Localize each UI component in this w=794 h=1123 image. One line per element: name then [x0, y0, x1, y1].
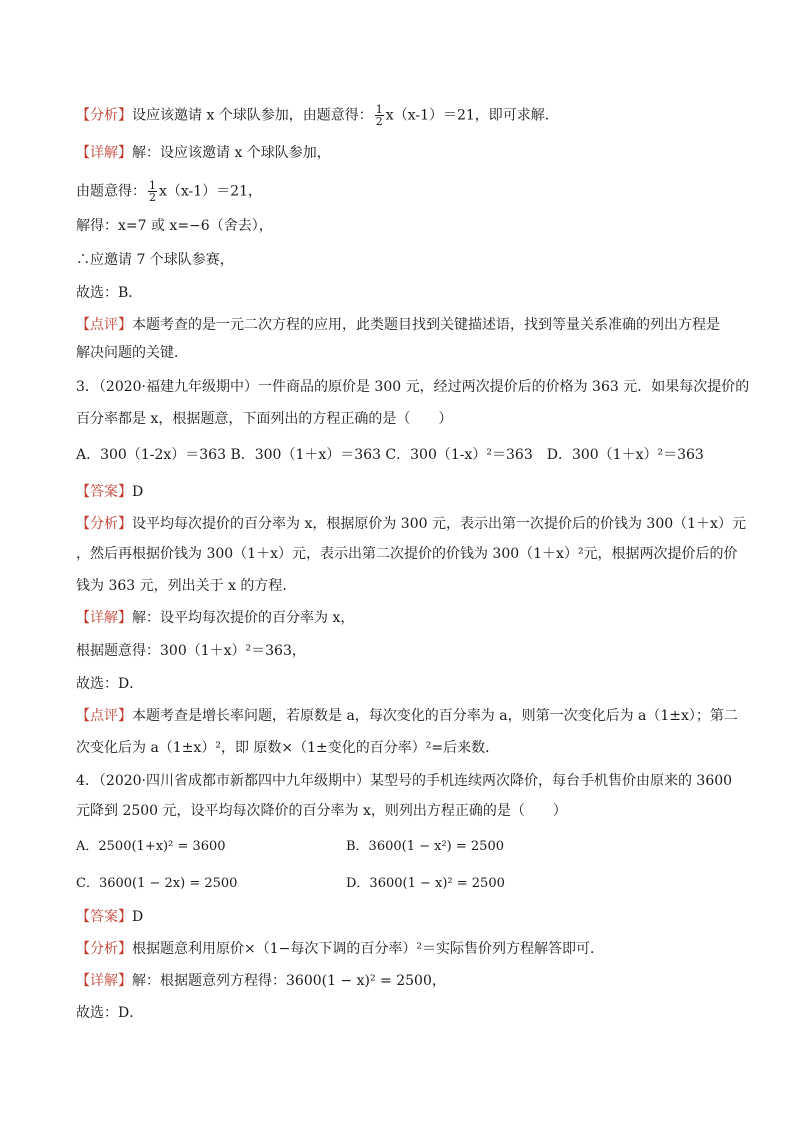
q3-options: A．300（1-2x）＝363 B．300（1＋x）＝363 C．300（1-x）²＝363 D．300（1＋x）²＝363 — [76, 447, 704, 463]
detail-tag: 【详解】 — [76, 145, 132, 161]
equation-prefix: 由题意得： — [76, 183, 146, 200]
q4-option-b: B．3600(1 − x²) = 2500 — [346, 839, 504, 854]
analysis-text: 设平均每次提价的百分率为 x，根据原价为 300 元，表示出第一次提价后的价钱为 300（1＋x）元 — [132, 516, 746, 532]
q3-stem-line1: 3．（2020·福建九年级期中）一件商品的原价是 300 元，经过两次提价后的价格为 363 元．如果每次提价的 — [76, 379, 750, 395]
q2-analysis-line — [76, 104, 559, 127]
q4-choose-line: 故选：D． — [76, 1005, 144, 1021]
q2-comment-line1 — [76, 314, 720, 336]
q4-analysis-line — [76, 938, 604, 960]
comment-text: 本题考查是增长率问题，若原数是 a，每次变化的百分率为 a，则第一次变化后为 a（1±x）；第二 — [132, 708, 738, 724]
analysis-tag: 【分析】 — [76, 107, 132, 124]
detail-text: 解：设应该邀请 x 个球队参加， — [132, 145, 331, 161]
q4-option-a: A．2500(1+x)² = 3600 — [76, 839, 226, 854]
q2-detail-line — [76, 142, 331, 164]
q2-equation-line — [76, 180, 262, 203]
comment-text: 本题考查的是一元二次方程的应用，此类题目找到关键描述语，找到等量关系准确的列出方程是 — [132, 317, 720, 333]
q2-comment-line2: 解决问题的关键． — [76, 345, 188, 361]
fraction-one-half: $\frac{1}{2}$ — [149, 179, 156, 204]
detail-tag: 【详解】 — [76, 973, 132, 989]
answer-value: D — [132, 909, 144, 925]
q3-analysis-line2: ，然后再根据价钱为 300（1＋x）元，表示出第二次提价的价钱为 300（1＋x）²元，根据两次提价后的价 — [76, 546, 738, 562]
fraction-one-half: $\frac{1}{2}$ — [375, 103, 383, 128]
answer-tag: 【答案】 — [76, 909, 132, 925]
q4-stem-line1: 4．（2020·四川省成都市新都四中九年级期中）某型号的手机连续两次降价，每台手机售价由原来的 3600 — [76, 773, 733, 789]
q3-comment-line2: 次变化后为 a（1±x）²，即 原数×（1±变化的百分率）²=后来数． — [76, 740, 500, 756]
q2-choose-line: 故选：B． — [76, 285, 143, 301]
q4-detail-line — [76, 970, 446, 992]
q3-analysis-line3: 钱为 363 元，列出关于 x 的方程． — [76, 578, 297, 594]
comment-tag: 【点评】 — [76, 317, 132, 333]
q3-comment-line1 — [76, 705, 738, 727]
equation-body: x（x-1）＝21， — [159, 183, 262, 200]
q3-equation-line: 根据题意得：300（1＋x）²＝363， — [76, 643, 306, 659]
detail-tag: 【详解】 — [76, 610, 132, 626]
analysis-tag: 【分析】 — [76, 516, 132, 532]
analysis-tag: 【分析】 — [76, 941, 132, 957]
q2-therefore-line: ∴应邀请 7 个球队参赛， — [76, 252, 234, 268]
q4-option-d: D．3600(1 − x)² = 2500 — [346, 876, 505, 891]
q3-detail-line — [76, 607, 354, 629]
q4-stem-line2: 元降到 2500 元，设平均每次降价的百分率为 x，则列出方程正确的是（ ） — [76, 803, 567, 819]
q4-answer-line — [76, 906, 143, 928]
q3-analysis-line1 — [76, 513, 746, 535]
analysis-text: 设应该邀请 x 个球队参加，由题意得： — [132, 107, 373, 124]
detail-text: 解：根据题意列方程得：3600(1 − x)² = 2500， — [132, 973, 446, 989]
detail-text: 解：设平均每次提价的百分率为 x， — [132, 610, 355, 626]
q3-choose-line: 故选：D． — [76, 676, 144, 692]
q3-answer-line — [76, 481, 143, 503]
q4-option-c: C．3600(1 − 2x) = 2500 — [76, 876, 238, 891]
analysis-text: 根据题意利用原价×（1−每次下调的百分率）²＝实际售价列方程解答即可． — [132, 941, 604, 957]
answer-value: D — [132, 484, 144, 500]
answer-tag: 【答案】 — [76, 484, 132, 500]
q3-stem-line2: 百分率都是 x，根据题意，下面列出的方程正确的是（ ） — [76, 411, 453, 427]
analysis-equation: x（x-1）＝21，即可求解． — [385, 107, 559, 124]
q2-solve-line: 解得：x=7 或 x=−6（舍去）， — [76, 218, 273, 234]
comment-tag: 【点评】 — [76, 708, 132, 724]
